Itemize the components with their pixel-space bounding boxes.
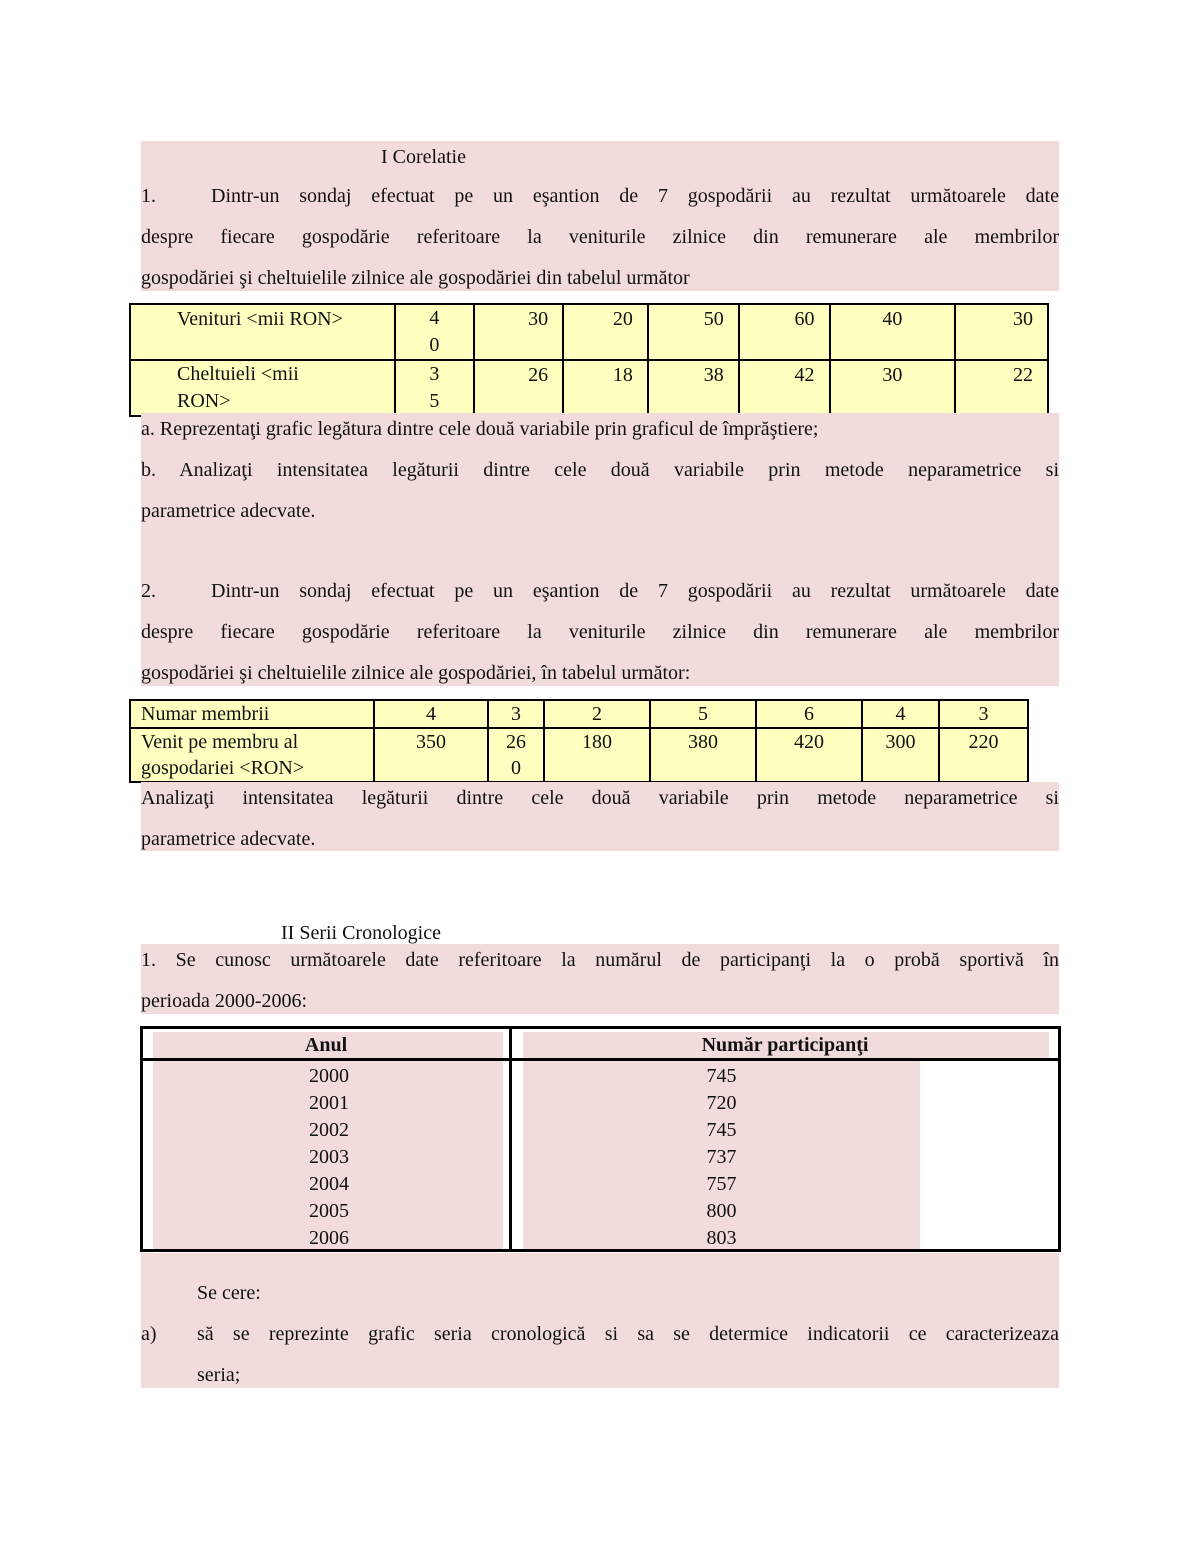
section2-heading: II Serii Cronologice <box>281 922 441 944</box>
table-row-year: 2003 <box>309 1146 349 1168</box>
task-a-line1 <box>141 1314 1059 1355</box>
expense-value: 26 <box>474 360 563 416</box>
p1-line1 <box>141 176 1059 217</box>
counts-list <box>523 1063 920 1252</box>
expense-row <box>130 360 1048 416</box>
members-value: 3 <box>488 700 544 728</box>
p2-line3: gospodăriei şi cheltuielile zilnice ale gospodăriei, în tabelul următor: <box>141 662 691 684</box>
question-a: a. Reprezentaţi grafic legătura dintre cele două variabile prin graficul de împrăştiere; <box>141 418 819 440</box>
income-per-member-value: 220 <box>939 728 1028 782</box>
table-row-count: 800 <box>706 1200 737 1222</box>
members-value: 6 <box>756 700 862 728</box>
income-per-member-value: 300 <box>862 728 939 782</box>
income-value: 50 <box>648 304 739 360</box>
p2-number: 2. <box>141 580 156 602</box>
task-a-label: a) <box>141 1323 157 1345</box>
members-value: 2 <box>544 700 650 728</box>
expense-value: 30 <box>830 360 956 416</box>
table-row-year: 2005 <box>309 1200 349 1222</box>
table-row-count: 737 <box>706 1146 737 1168</box>
expense-value: 22 <box>955 360 1048 416</box>
participants-table <box>140 1026 1061 1252</box>
table-row-year: 2002 <box>309 1119 349 1141</box>
members-value: 4 <box>862 700 939 728</box>
income-value: 20 <box>563 304 648 360</box>
question-b-line1: b. Analizaţi intensitatea legăturii dintre cele două variabile prin metode neparametrice si <box>141 459 1059 481</box>
income-per-member-value: 180 <box>544 728 650 782</box>
income-value: 30 <box>474 304 563 360</box>
task-a-line1-text: să se reprezinte grafic seria cronologică si sa se determice indicatorii ce caracterizeaza <box>197 1323 1059 1345</box>
p1-line3: gospodăriei şi cheltuielile zilnice ale gospodăriei din tabelul următor <box>141 267 690 289</box>
header-count: Număr participanţi <box>701 1034 869 1056</box>
header-year: Anul <box>304 1034 348 1056</box>
expense-first-cell: 3 5 <box>395 360 475 416</box>
members-income-table <box>129 699 1029 783</box>
p1-line2: despre fiecare gospodărie referitoare la veniturile zilnice din remunerare ale membrilor <box>141 226 1059 248</box>
table-row-count: 757 <box>706 1173 737 1195</box>
income-per-member-split-value: 26 0 <box>488 728 544 782</box>
members-value: 4 <box>374 700 488 728</box>
income-value: 60 <box>739 304 830 360</box>
income-first-cell: 4 0 <box>395 304 475 360</box>
p2-line2: despre fiecare gospodărie referitoare la veniturile zilnice din remunerare ale membrilor <box>141 621 1059 643</box>
p2-line1 <box>141 571 1059 612</box>
expense-value: 42 <box>739 360 830 416</box>
members-value: 3 <box>939 700 1028 728</box>
income-per-member-value: 350 <box>374 728 488 782</box>
income-per-member-row <box>130 728 1028 782</box>
table-row-year: 2004 <box>309 1173 349 1195</box>
table-row-year: 2000 <box>309 1065 349 1087</box>
q2-line2: parametrice adecvate. <box>141 828 316 850</box>
income-row <box>130 304 1048 360</box>
table-row-count: 720 <box>706 1092 737 1114</box>
income-per-member-label: Venit pe membru al gospodariei <RON> <box>130 728 374 782</box>
table-row-year: 2006 <box>309 1227 349 1249</box>
income-per-member-value: 380 <box>650 728 756 782</box>
income-value: 30 <box>955 304 1048 360</box>
table-row-count: 745 <box>706 1065 737 1087</box>
table-row-year: 2001 <box>309 1092 349 1114</box>
expense-value: 38 <box>648 360 739 416</box>
table-row-count: 745 <box>706 1119 737 1141</box>
section2-p1-line2: perioada 2000-2006: <box>141 990 308 1012</box>
task-a-line2: seria; <box>197 1364 241 1386</box>
p2-line1-text: Dintr-un sondaj efectuat pe un eşantion de 7 gospodării au rezultat următoarele date <box>211 580 1059 602</box>
q2-line1: Analizaţi intensitatea legăturii dintre cele două variabile prin metode neparametrice si <box>141 787 1059 809</box>
years-list <box>143 1063 515 1252</box>
expense-value: 18 <box>563 360 648 416</box>
section2-p1-line1: 1. Se cunosc următoarele date referitoare la numărul de participanţi la o probă sportivă în <box>141 949 1059 971</box>
income-per-member-value: 420 <box>756 728 862 782</box>
expense-label: Cheltuieli <mii RON> <box>130 360 395 416</box>
income-expense-table <box>129 303 1049 417</box>
p1-line1-text: Dintr-un sondaj efectuat pe un eşantion de 7 gospodării au rezultat următoarele date <box>211 185 1059 207</box>
p1-number: 1. <box>141 185 156 207</box>
question-b-line2: parametrice adecvate. <box>141 500 316 522</box>
income-value: 40 <box>830 304 956 360</box>
section1-heading: I Corelatie <box>381 146 466 168</box>
se-cere: Se cere: <box>197 1282 261 1304</box>
members-label: Numar membrii <box>130 700 374 728</box>
income-label: Venituri <mii RON> <box>130 304 395 360</box>
table-row-count: 803 <box>706 1227 737 1249</box>
members-row <box>130 700 1028 728</box>
members-value: 5 <box>650 700 756 728</box>
